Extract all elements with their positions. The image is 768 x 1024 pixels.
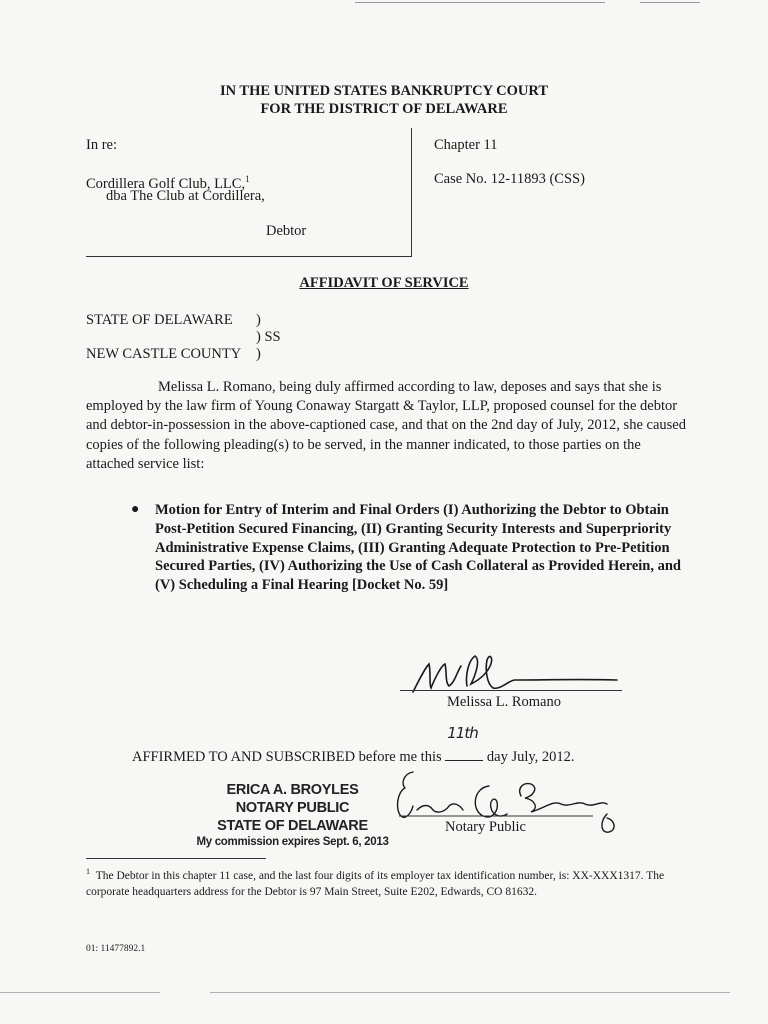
notary-stamp-title: NOTARY PUBLIC [235, 800, 350, 816]
caption-divider-vertical [411, 128, 412, 257]
jurat-day-handwritten: 11th [447, 724, 478, 742]
debtor-dba: dba The Club at Cordillera, [106, 188, 265, 204]
notary-stamp-name: ERICA A. BROYLES [226, 782, 359, 798]
venue-state: STATE OF DELAWARE [86, 312, 233, 328]
body-text: Melissa L. Romano, being duly affirmed according to law, deposes and says that she is employed by the law firm of Young Conaway Stargatt & Taylor, LLP, proposed counsel for the debtor and debtor-in-possession in the above-captioned case, and that on the 2nd day of July, 2012, she caused copies of the following pleading(s) to be served, in the manner indicated, to those parties on the attached service list: [86, 379, 686, 472]
scan-edge-line [640, 2, 700, 3]
notary-stamp-commission: My commission expires Sept. 6, 2013 [196, 836, 389, 848]
debtor-label: Debtor [266, 223, 307, 239]
scan-edge-line [355, 2, 605, 3]
caption-divider-horizontal [86, 256, 412, 257]
served-pleading-item: Motion for Entry of Interim and Final Orders (I) Authorizing the Debtor to Obtain Post-Petition Secured Financing, (II) Granting Security Interests and Superpriority Administrative Expense Claims, (III) Granting Adequate Protection to Pre-Petition Secured Parties, (IV) Authorizing the Use of Cash Collateral as Provided Herein, and (V) Scheduling a Final Hearing [Docket No. 59] [155, 502, 682, 594]
scan-edge-line [210, 992, 730, 993]
footnote-mark: 1 [86, 867, 90, 876]
case-number: Case No. 12-11893 (CSS) [434, 171, 585, 187]
affidavit-body-paragraph [86, 378, 692, 474]
in-re-label: In re: [86, 137, 117, 153]
venue-county: NEW CASTLE COUNTY [86, 346, 242, 362]
document-id: 01: 11477892.1 [86, 944, 146, 954]
venue-ss: ) SS [256, 329, 281, 345]
signer-name: Melissa L. Romano [447, 694, 561, 710]
jurat-line [132, 724, 575, 766]
document-title: AFFIDAVIT OF SERVICE [299, 275, 469, 291]
footnote-rule [86, 858, 266, 859]
scan-edge-line [0, 992, 160, 993]
jurat-suffix: day July, 2012. [486, 749, 575, 765]
debtor-name: Cordillera Golf Club, LLC,$^1$ [86, 174, 250, 192]
venue-paren: ) [256, 312, 261, 328]
notary-stamp-state: STATE OF DELAWARE [217, 818, 368, 834]
footnote-text: The Debtor in this chapter 11 case, and the last four digits of its employer tax identification number, is: XX-XXX1317. The corporate headquarters address for the Debtor is 97 Main Street, Suite E202, Edwards, CO 81632. [86, 869, 665, 898]
bullet-marker: ● [131, 502, 140, 517]
chapter-label: Chapter 11 [434, 137, 498, 153]
jurat-day-blank [445, 724, 483, 761]
venue-paren: ) [256, 346, 261, 362]
footnote-ref: 1 [245, 174, 250, 184]
signature-line [400, 690, 622, 691]
jurat-prefix: AFFIRMED TO AND SUBSCRIBED before me this [132, 749, 442, 765]
footnote [86, 864, 696, 900]
court-heading-line2: FOR THE DISTRICT OF DELAWARE [260, 101, 508, 117]
notary-public-label: Notary Public [445, 819, 526, 835]
court-heading-line1: IN THE UNITED STATES BANKRUPTCY COURT [219, 83, 549, 99]
